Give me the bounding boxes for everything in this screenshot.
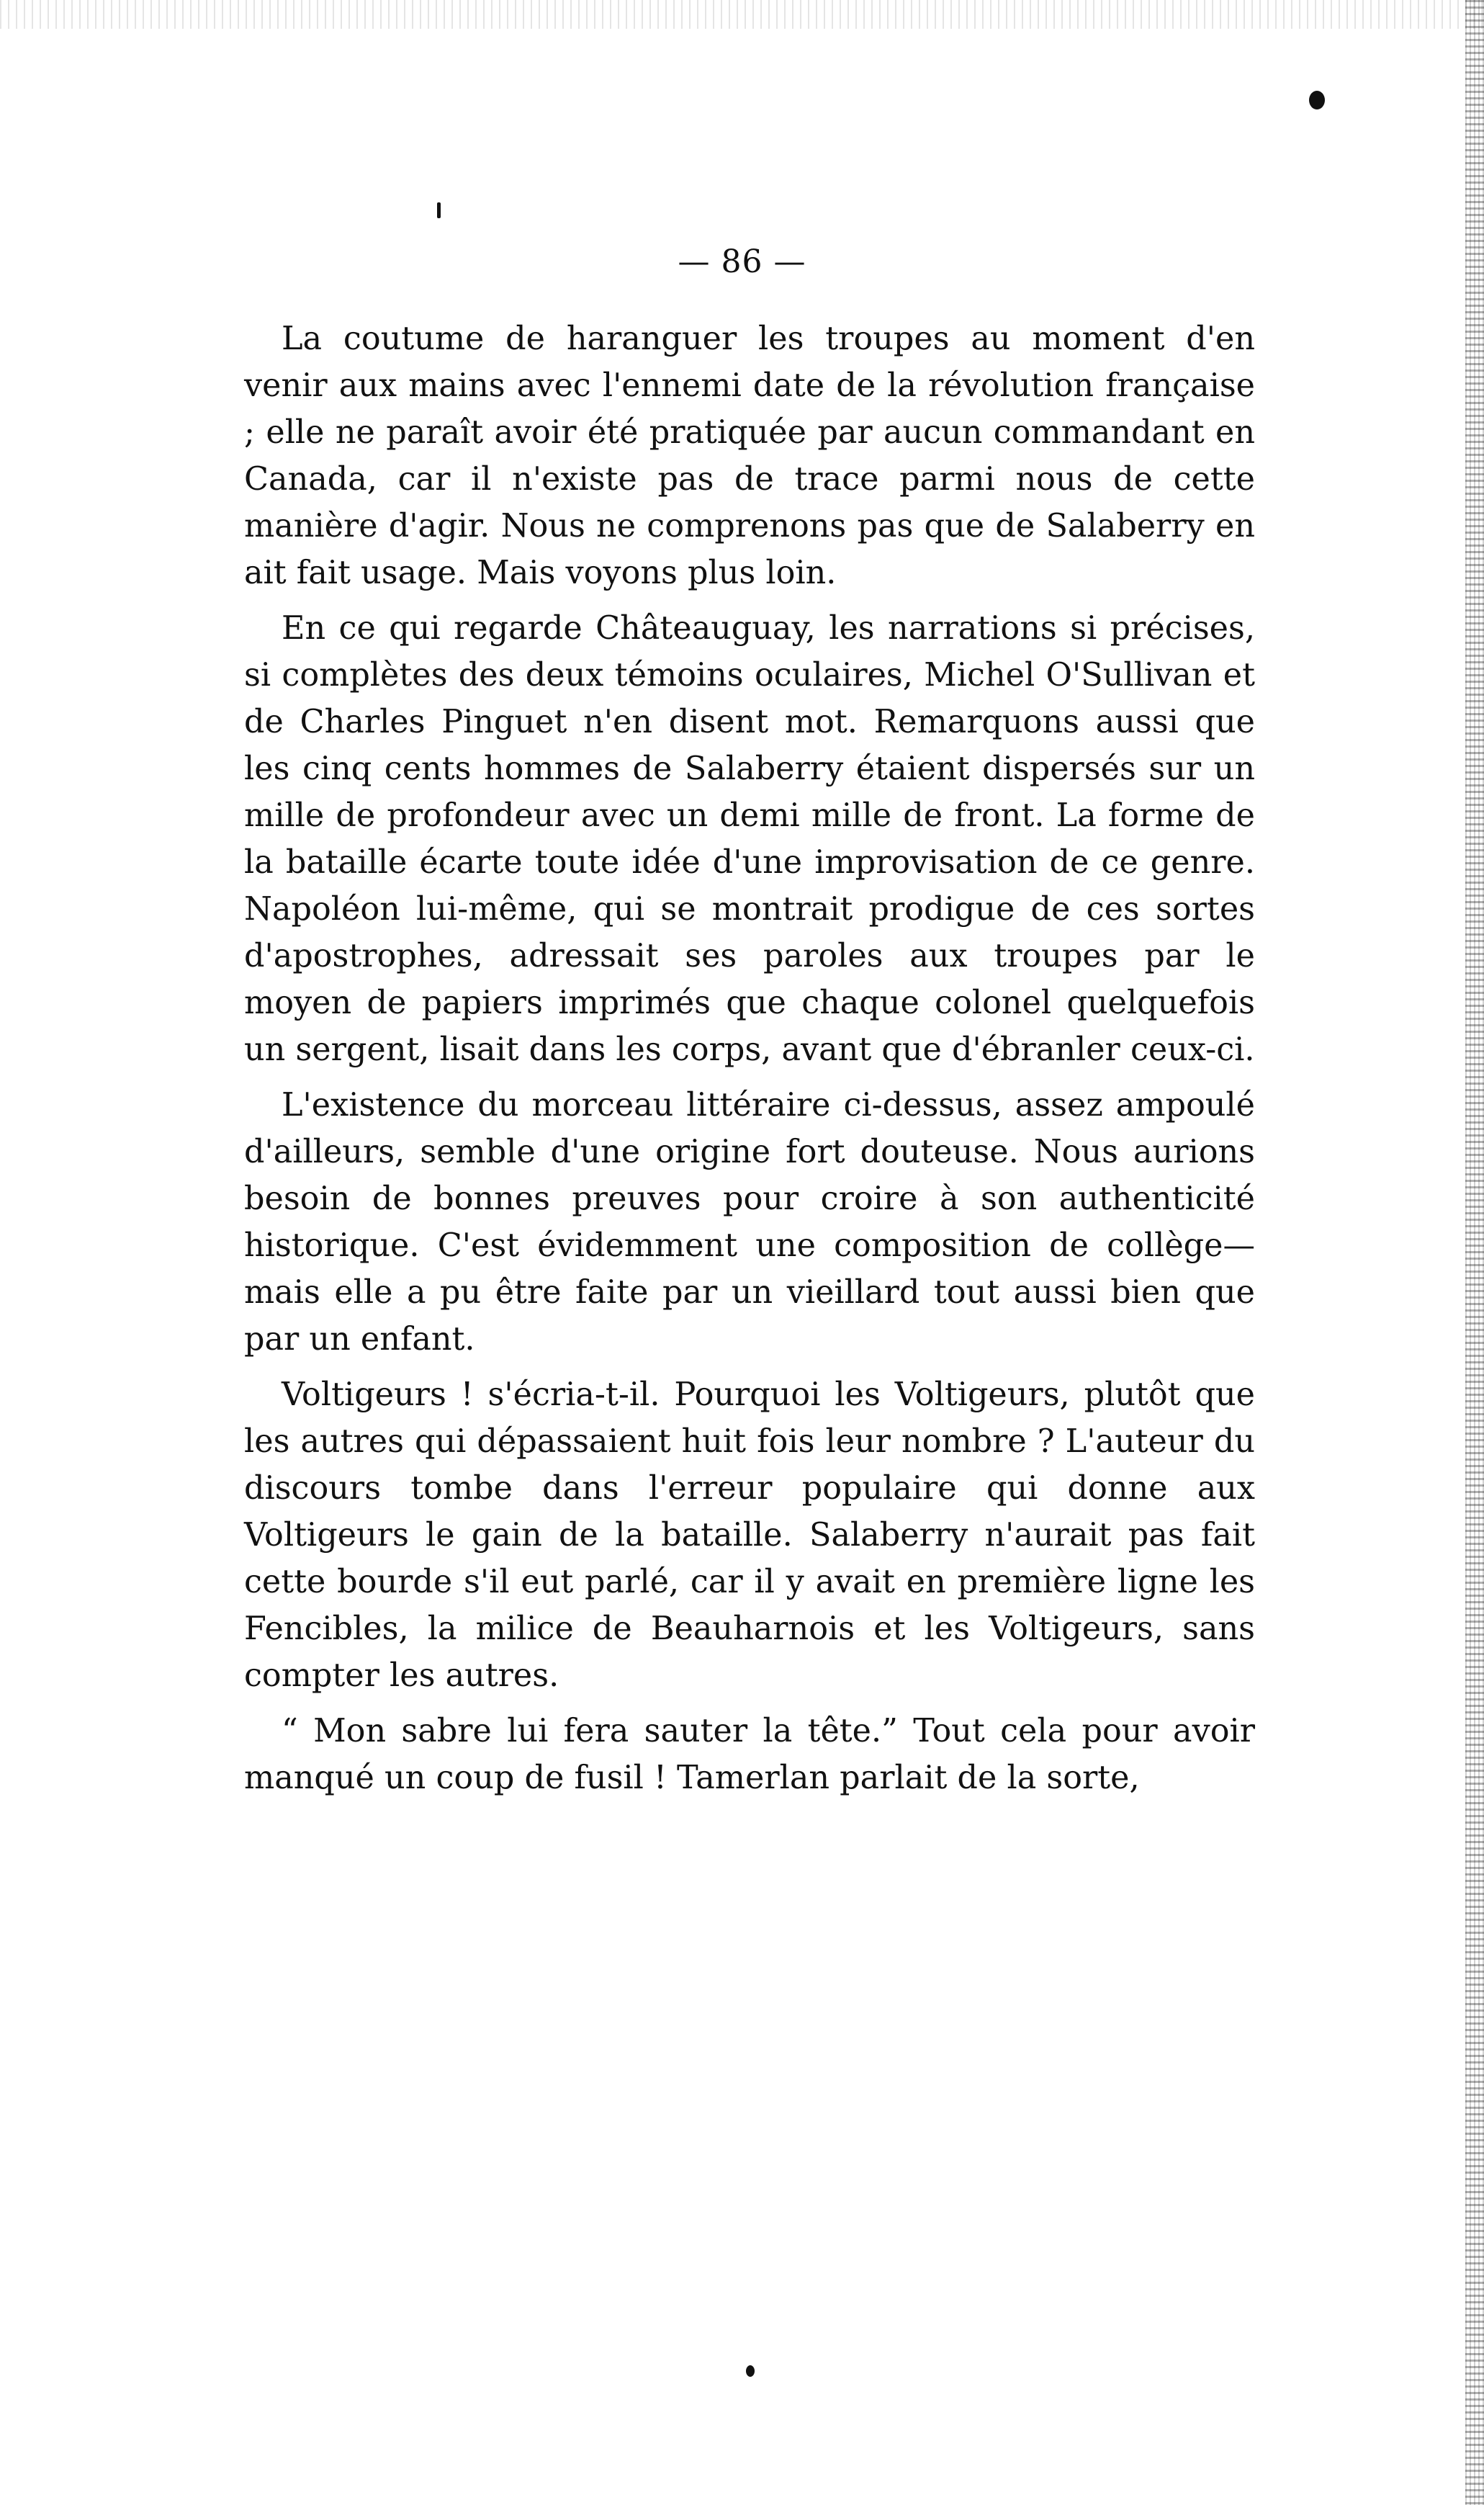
paragraph-2: En ce qui regarde Châteauguay, les narrations si précises, si complètes des deux témoins oculaires, Michel O'Sullivan et de Charles Pinguet n'en disent mot. Remarquons aussi que les cinq cents hommes de Salaberry étaient dispersés sur un mille de profondeur avec un demi mille de front. La forme de la bataille écarte toute idée d'une improvisation de ce genre. Napoléon lui-même, qui se montrait prodigue de ces sortes d'apostrophes, adressait ses paroles aux troupes par le moyen de papiers imprimés que chaque colonel quelquefois un sergent, lisait dans les corps, avant que d'ébranler ceux-ci. (244, 610, 1255, 1068)
scan-top-noise (0, 0, 1484, 29)
paragraph-4: Voltigeurs ! s'écria-t-il. Pourquoi les Voltigeurs, plutôt que les autres qui dépassaient huit fois leur nombre ? L'auteur du discours tombe dans l'erreur populaire qui donne aux Voltigeurs le gain de la bataille. Salaberry n'aurait pas fait cette bourde s'il eut parlé, car il y avait en première ligne les Fencibles, la milice de Beauharnois et les Voltigeurs, sans compter les autres. (244, 1376, 1255, 1694)
ink-speck (437, 202, 441, 218)
ink-speck (746, 2365, 755, 2377)
page-number: — 86 — (678, 243, 806, 280)
paragraph-3: L'existence du morceau littéraire ci-dessus, assez ampoulé d'ailleurs, semble d'une origine fort douteuse. Nous aurions besoin de bonnes preuves pour croire à son authenticité historique. C'est évidemment une composition de collège—mais elle a pu être faite par un vieillard tout aussi bien que par un enfant. (244, 1087, 1255, 1358)
paragraph-1: La coutume de haranguer les troupes au moment d'en venir aux mains avec l'ennemi date de la révolution française ; elle ne paraît avoir été pratiquée par aucun commandant en Canada, car il n'existe pas de trace parmi nous de cette manière d'agir. Nous ne comprenons pas que de Salaberry en ait fait usage. Mais voyons plus loin. (244, 321, 1255, 591)
scan-edge-noise (1465, 0, 1484, 2505)
body-text (244, 315, 1255, 1810)
ink-speck (1309, 91, 1325, 109)
paragraph-5: “ Mon sabre lui fera sauter la tête.” Tout cela pour avoir manqué un coup de fusil ! Tamerlan parlait de la sorte, (244, 1713, 1255, 1796)
